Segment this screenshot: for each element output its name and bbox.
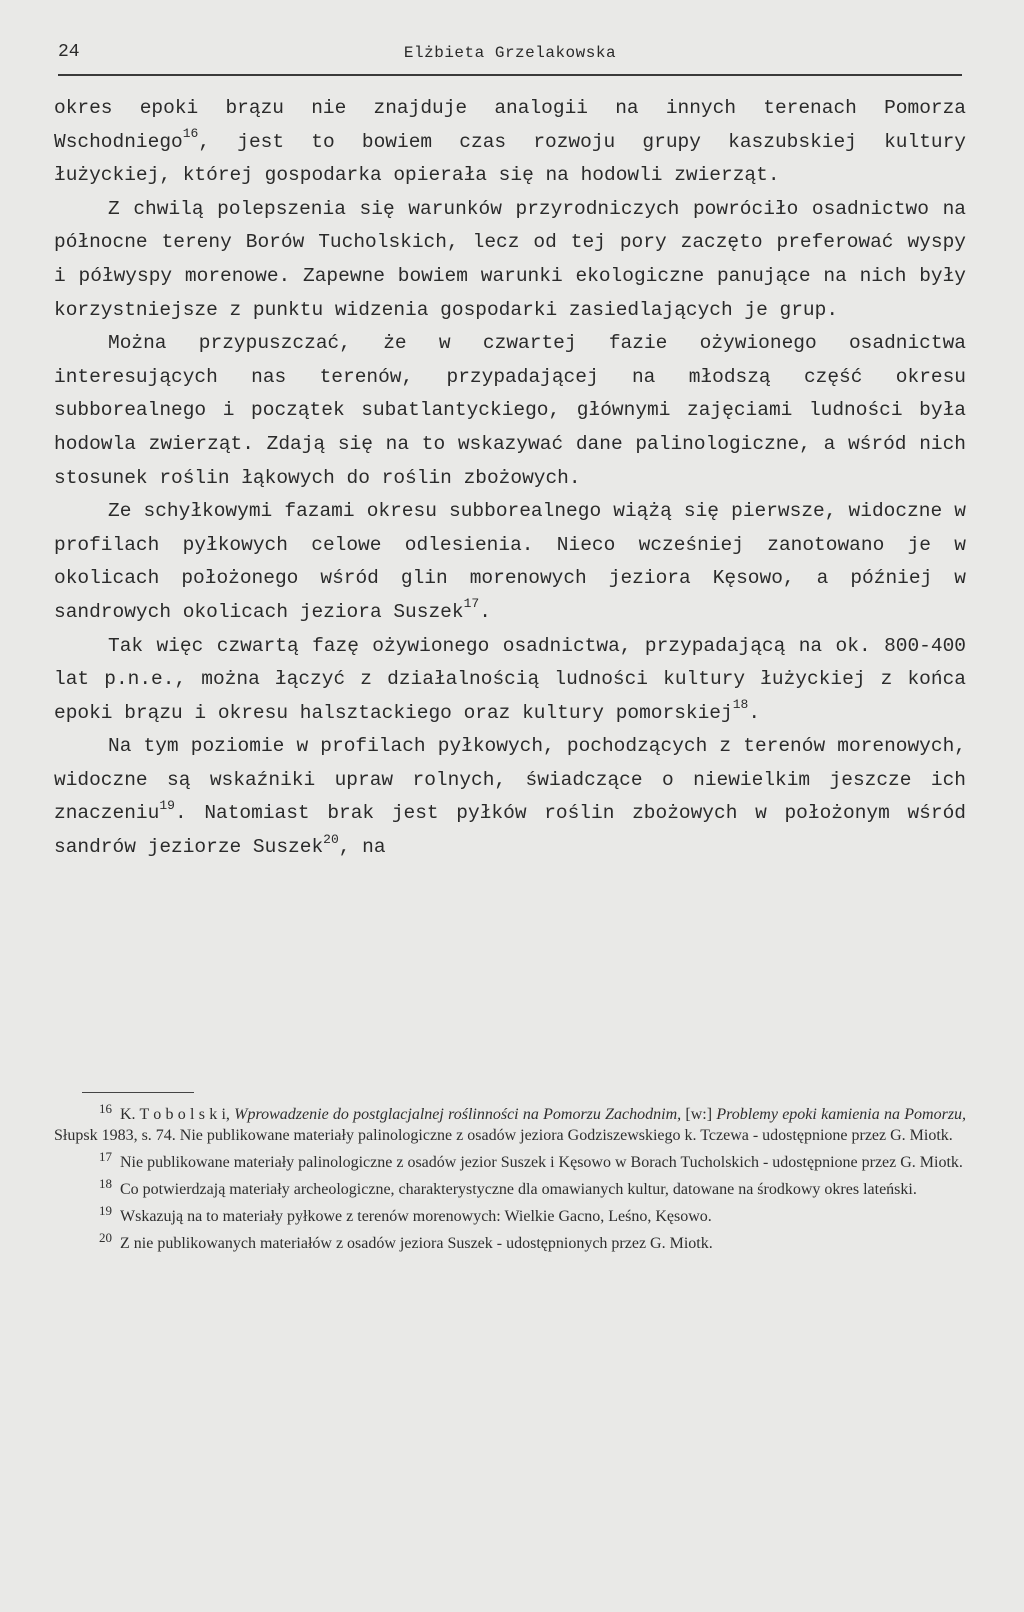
footnote-number: 17	[99, 1149, 112, 1164]
footnote-number: 19	[99, 1203, 112, 1218]
paragraph-4	[54, 495, 966, 629]
footnote-text: Wskazują na to materiały pyłkowe z terenów morenowych: Wielkie Gacno, Leśno, Kęsowo.	[120, 1208, 712, 1225]
paragraph-5	[54, 630, 966, 731]
paragraph-6-text-end: , na	[338, 836, 386, 859]
main-text	[54, 92, 966, 865]
footnote-text: Co potwierdzają materiały archeologiczne, charakterystyczne dla omawianych kultur, datowane na środkowy okres lateński.	[120, 1181, 917, 1198]
paragraph-1-text: okres epoki brązu nie znajduje analogii na innych terenach Pomorza Wschodniego	[54, 97, 966, 153]
paragraph-1	[54, 92, 966, 193]
footnotes	[54, 1101, 967, 1260]
paragraph-6	[54, 730, 966, 864]
footnote-ref-18: 18	[732, 697, 749, 713]
footnote-ref-17: 17	[463, 596, 480, 612]
paragraph-6-text-cont: . Natomiast brak jest pyłków roślin zbożowych w położonym wśród sandrów jeziorze Suszek	[54, 802, 966, 859]
paragraph-4-text-cont: .	[479, 600, 491, 623]
paragraph-4-text: Ze schyłkowymi fazami okresu subborealnego wiążą się pierwsze, widoczne w profilach pyłkowych celowe odlesienia. Nieco wcześniej zanotowano je w okolicach położonego wśród glin morenowych jeziora Kęsowo, a później w sandrowych okolicach jeziora Suszek	[54, 500, 966, 623]
footnote-16	[54, 1101, 967, 1146]
page-header	[58, 40, 962, 76]
footnote-19	[54, 1203, 966, 1227]
footnote-20	[54, 1230, 966, 1254]
paragraph-3: Można przypuszczać, że w czwartej fazie ożywionego osadnictwa interesujących nas terenów, przypadającej na młodszą część okresu subborealnego i początek subatlantyckiego, głównymi zajęciami ludności była hodowla zwierząt. Zdają się na to wskazywać dane palinologiczne, a wśród nich stosunek roślin łąkowych do roślin zbożowych.	[54, 332, 966, 489]
paragraph-1-text-cont: , jest to bowiem czas rozwoju grupy kaszubskiej kultury łużyckiej, której gospodarka opierała się na hodowli zwierząt.	[54, 130, 966, 187]
paragraph-5-text: Tak więc czwartą fazę ożywionego osadnictwa, przypadającą na ok. 800-400 lat p.n.e., można łączyć z działalnością ludności kultury łużyckiej z końca epoki brązu i okresu halsztackiego oraz kultury pomorskiej	[54, 634, 966, 724]
page-number: 24	[58, 42, 80, 62]
footnote-ref-20: 20	[323, 831, 339, 847]
footnote-ref-19: 19	[159, 797, 175, 813]
footnote-text: Nie publikowane materiały palinologiczne z osadów jezior Suszek i Kęsowo w Borach Tucholskich - udostępnione przez G. Miotk.	[120, 1154, 963, 1171]
footnote-number: 18	[99, 1176, 112, 1191]
paragraph-6-text: Na tym poziomie w profilach pyłkowych, pochodzących z terenów morenowych, widoczne są wskaźniki upraw rolnych, świadczące o niewielkim jeszcze ich znaczeniu	[54, 735, 966, 825]
footnote-author: K. T o b o l s k i,	[120, 1106, 230, 1123]
footnote-number: 20	[99, 1230, 112, 1245]
footnote-number: 16	[99, 1101, 112, 1116]
footnote-18	[54, 1176, 966, 1200]
footnote-in: [w:]	[681, 1106, 717, 1123]
footnote-title-2: Problemy epoki kamienia na Pomorzu,	[716, 1106, 967, 1123]
footnote-divider	[82, 1092, 194, 1093]
running-head-author: Elżbieta Grzelakowska	[403, 44, 617, 62]
paragraph-5-text-cont: .	[748, 701, 761, 724]
paragraph-2: Z chwilą polepszenia się warunków przyrodniczych powróciło osadnictwo na północne tereny Borów Tucholskich, lecz od tej pory zaczęto preferować wyspy i półwyspy morenowe. Zapewne bowiem warunki ekologiczne panujące na nich były korzystniejsze z punktu widzenia gospodarki zasiedlających je grup.	[54, 197, 966, 321]
footnote-text: Słupsk 1983, s. 74. Nie publikowane materiały palinologiczne z osadów jeziora Godziszewskiego k. Tczewa - udostępnione przez G. Miotk.	[54, 1127, 953, 1144]
footnote-title: Wprowadzenie do postglacjalnej roślinności na Pomorzu Zachodnim,	[234, 1106, 682, 1123]
footnote-ref-16: 16	[182, 126, 199, 142]
footnote-17	[54, 1149, 966, 1173]
footnote-text: Z nie publikowanych materiałów z osadów jeziora Suszek - udostępnionych przez G. Miotk.	[120, 1235, 713, 1252]
